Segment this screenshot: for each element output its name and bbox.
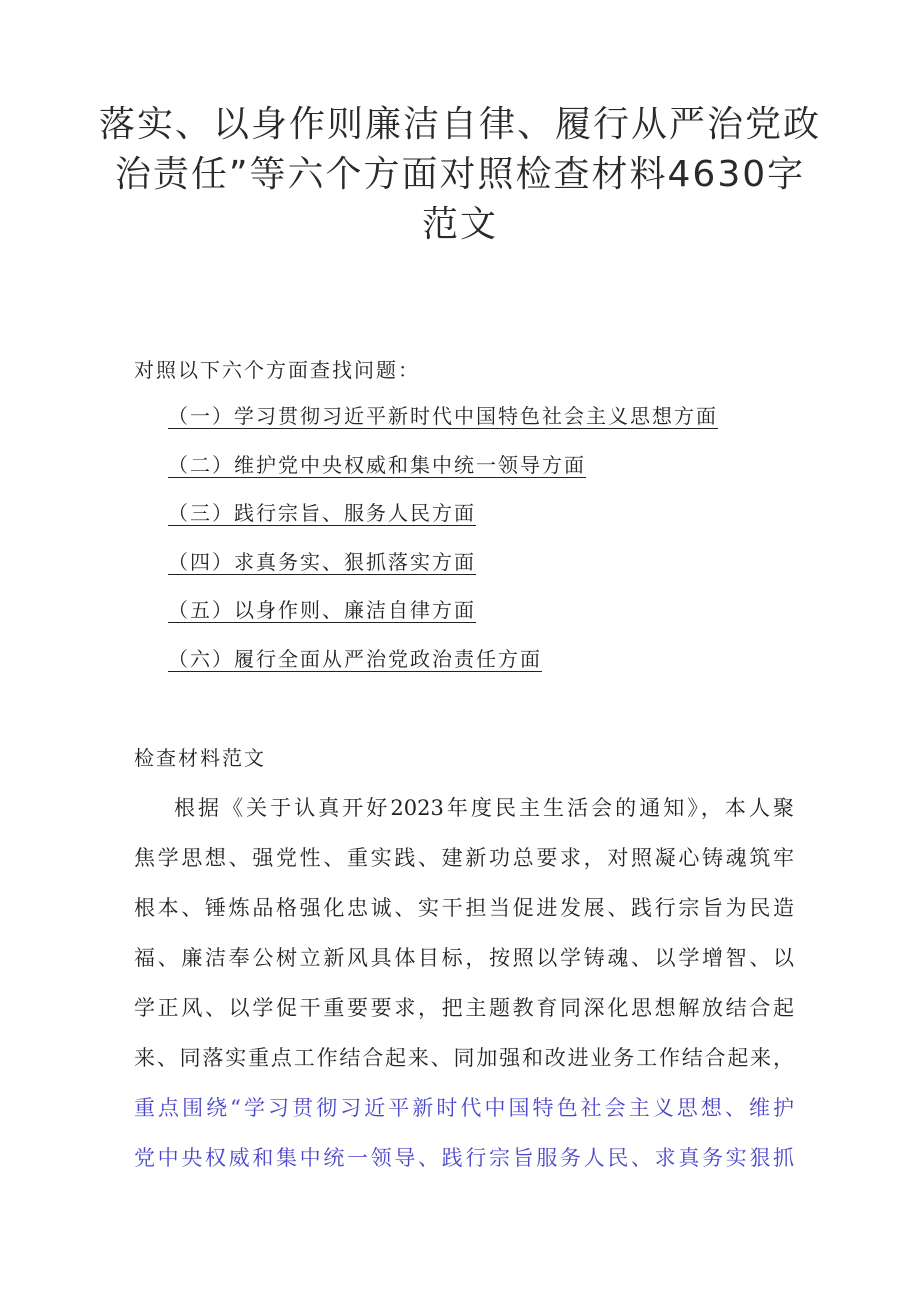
aspect-item (168, 400, 718, 449)
body-line: 根本、锤炼品格强化忠诚、实干担当促进发展、践行宗旨为民造 (134, 896, 794, 920)
aspect-item-text: （二）维护党中央权威和集中统一领导方面 (168, 452, 586, 477)
title-line-2: 治责任”等六个方面对照检查材料4630字 (114, 154, 806, 195)
aspect-item (168, 546, 718, 595)
title-line-3: 范文 (421, 204, 498, 245)
aspect-item (168, 497, 718, 546)
aspect-list (168, 400, 718, 691)
aspect-item-text: （五）以身作则、廉洁自律方面 (168, 598, 476, 622)
aspect-item-text: （三）践行宗旨、服务人民方面 (168, 501, 476, 525)
body-line: 来、同落实重点工作结合起来、同加强和改进业务工作结合起来， (134, 1046, 794, 1070)
body-line: 学正风、以学促干重要要求，把主题教育同深化思想解放结合起 (134, 996, 794, 1020)
aspect-item-text: （四）求真务实、狠抓落实方面 (168, 549, 476, 574)
body-line-highlighted: 党中央权威和集中统一领导、践行宗旨服务人民、求真务实狠抓 (134, 1146, 794, 1170)
body-line: 福、廉洁奉公树立新风具体目标，按照以学铸魂、以学增智、以 (134, 946, 794, 970)
body-paragraph (134, 790, 794, 1190)
body-line: 根据《关于认真开好2023年度民主生活会的通知》，本人聚 (174, 796, 794, 820)
body-line-highlighted: 重点围绕“学习贯彻习近平新时代中国特色社会主义思想、维护 (134, 1096, 794, 1120)
aspect-item (168, 643, 718, 692)
aspect-item-text: （六）履行全面从严治党政治责任方面 (168, 646, 542, 671)
body-line: 焦学思想、强党性、重实践、建新功总要求，对照凝心铸魂筑牢 (134, 846, 794, 870)
intro-text: 对照以下六个方面查找问题： (134, 358, 420, 382)
aspect-item (168, 449, 718, 498)
aspect-item (168, 594, 718, 643)
title-line-1: 落实、以身作则廉洁自律、履行从严治党政 (98, 104, 821, 145)
section-heading: 检查材料范文 (134, 746, 266, 770)
aspect-item-text: （一）学习贯彻习近平新时代中国特色社会主义思想方面 (168, 404, 718, 428)
document-title (90, 100, 830, 250)
